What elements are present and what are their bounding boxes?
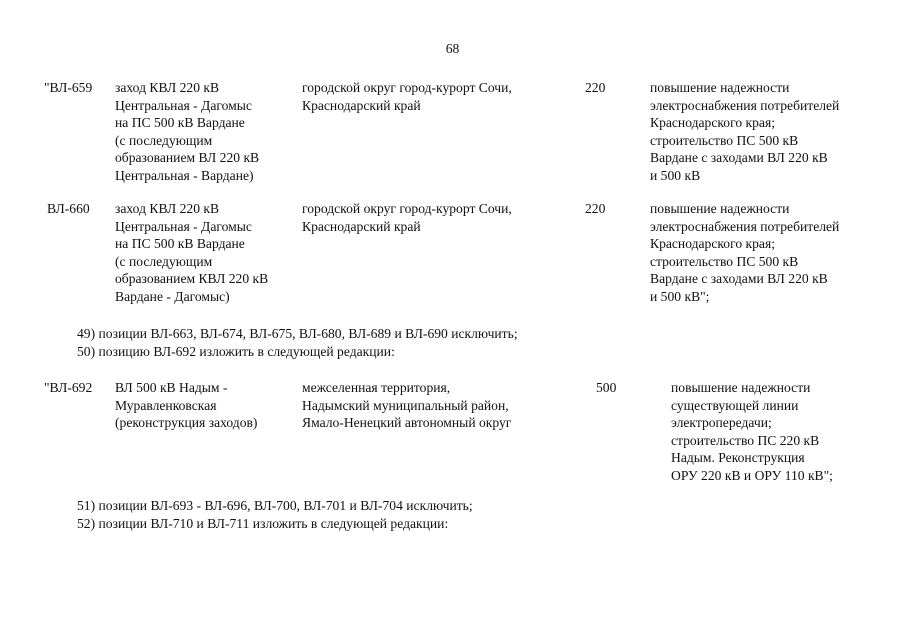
- line-purpose: повышение надежности электроснабжения потребителей Краснодарского края; строительство ПС 500 кВ Вардане с заходами ВЛ 220 кВ и 500 кВ";: [650, 201, 840, 304]
- line-name: ВЛ 500 кВ Надым - Муравленковская (реконструкция заходов): [115, 380, 258, 430]
- line-location: городской округ город-курорт Сочи, Краснодарский край: [302, 80, 512, 113]
- line-code: "ВЛ-692: [44, 380, 93, 395]
- line-purpose: повышение надежности существующей линии электропередачи; строительство ПС 220 кВ Надым. Реконструкция ОРУ 220 кВ и ОРУ 110 кВ";: [671, 380, 833, 483]
- line-name: заход КВЛ 220 кВ Центральная - Дагомыс на ПС 500 кВ Вардане (с последующим образованием ВЛ 220 кВ Центральная - Вардане): [115, 80, 260, 183]
- amendment-item-51: 51) позиции ВЛ-693 - ВЛ-696, ВЛ-700, ВЛ-701 и ВЛ-704 исключить;: [77, 498, 473, 513]
- line-location: городской округ город-курорт Сочи, Краснодарский край: [302, 201, 512, 234]
- line-name: заход КВЛ 220 кВ Центральная - Дагомыс на ПС 500 кВ Вардане (с последующим образованием КВЛ 220 кВ Вардане - Дагомыс): [115, 201, 269, 304]
- amendment-item-50: 50) позицию ВЛ-692 изложить в следующей редакции:: [77, 344, 395, 359]
- amendment-item-52: 52) позиции ВЛ-710 и ВЛ-711 изложить в следующей редакции:: [77, 516, 449, 531]
- line-code: ВЛ-660: [47, 201, 90, 216]
- line-location: межселенная территория, Надымский муниципальный район, Ямало-Ненецкий автономный округ: [302, 380, 512, 430]
- line-voltage: 220: [585, 201, 606, 216]
- line-voltage: 500: [596, 380, 617, 395]
- line-voltage: 220: [585, 80, 606, 95]
- page-number: 68: [445, 41, 460, 56]
- line-code: "ВЛ-659: [44, 80, 93, 95]
- line-purpose: повышение надежности электроснабжения потребителей Краснодарского края; строительство ПС 500 кВ Вардане с заходами ВЛ 220 кВ и 500 кВ: [650, 80, 840, 183]
- amendment-item-49: 49) позиции ВЛ-663, ВЛ-674, ВЛ-675, ВЛ-680, ВЛ-689 и ВЛ-690 исключить;: [77, 326, 518, 341]
